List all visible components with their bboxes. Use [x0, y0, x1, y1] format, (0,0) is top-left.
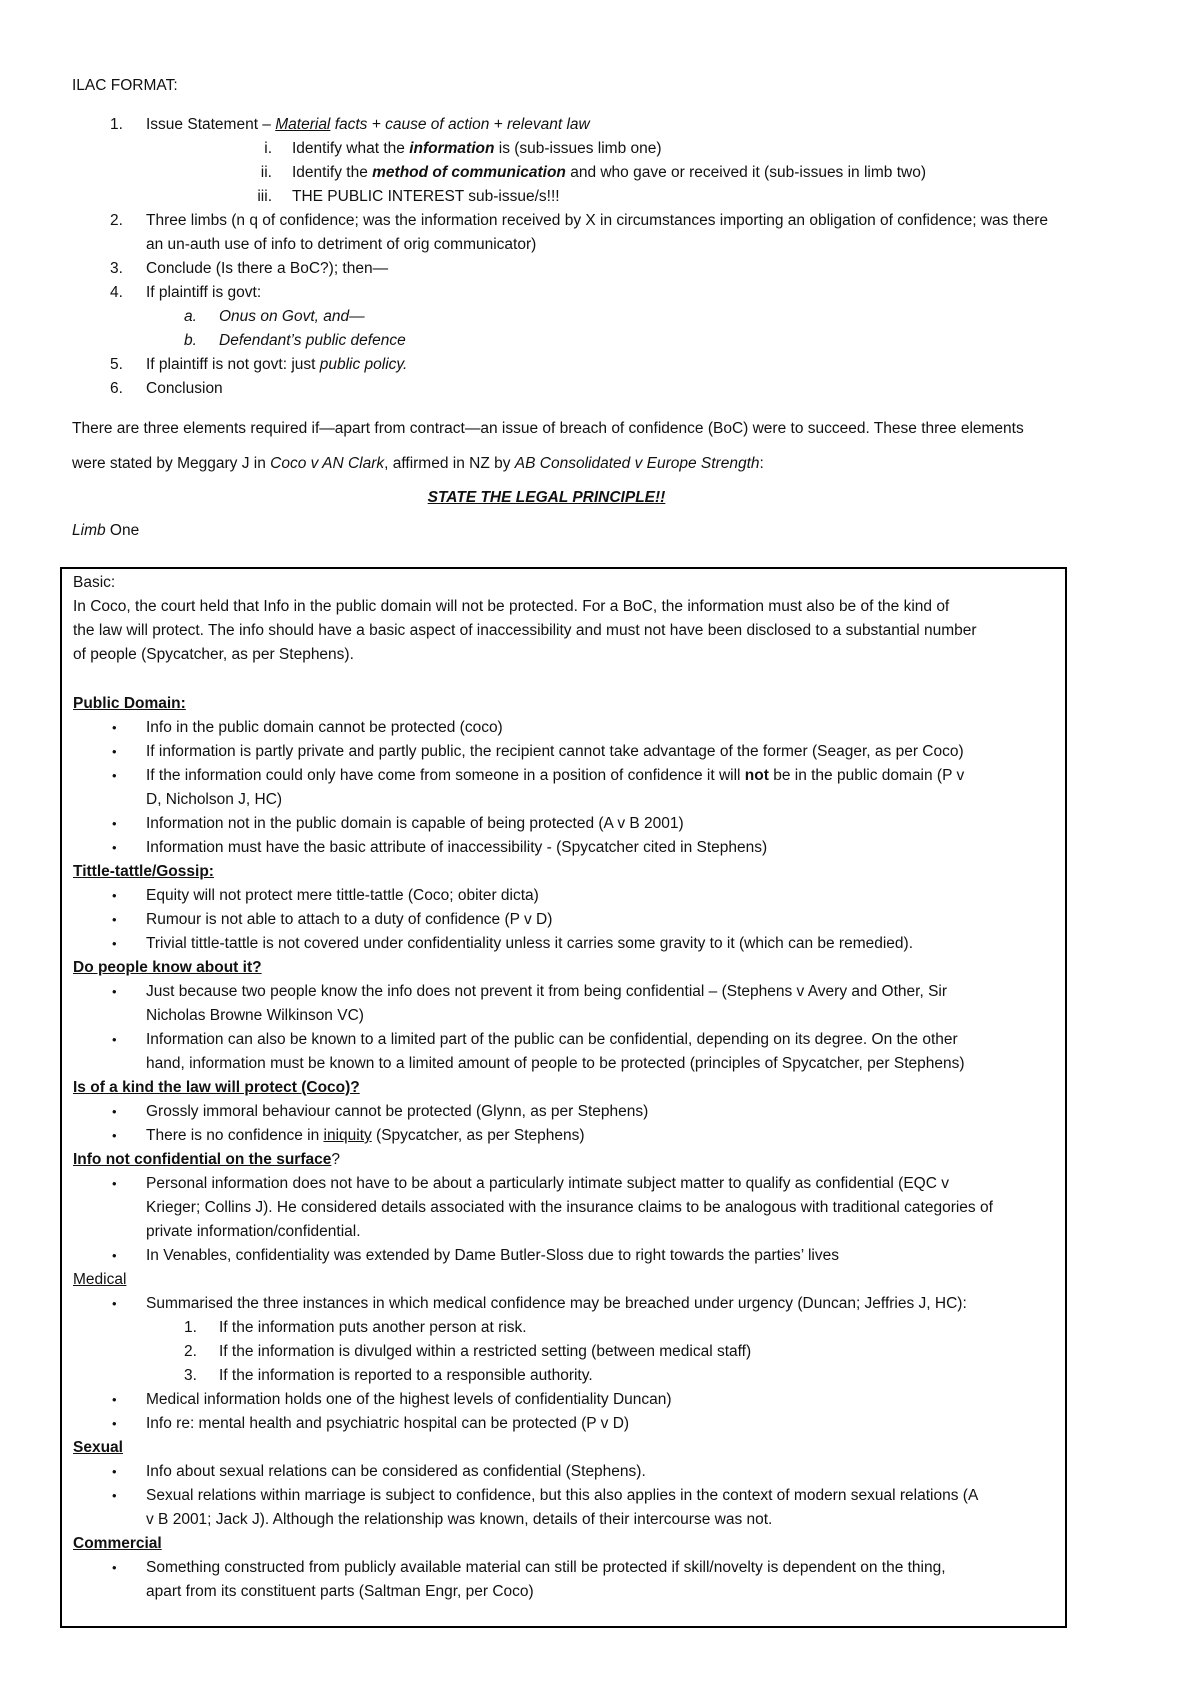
bullet: • [112, 1560, 117, 1575]
bullet: • [112, 1296, 117, 1311]
basic-line: In Coco, the court held that Info in the public domain will not be protected. For a BoC, the information must also be of the kind of [73, 598, 950, 615]
bullet-text-continued: D, Nicholson J, HC) [146, 791, 283, 808]
list-number: a. [184, 308, 197, 325]
bullet-text: Information can also be known to a limited part of the public can be confidential, depending on its degree. On the other [146, 1031, 958, 1048]
bullet: • [112, 912, 117, 927]
bullet: • [112, 888, 117, 903]
bullet: • [112, 720, 117, 735]
principle-heading [0, 489, 1093, 507]
section-heading-kind: Is of a kind the law will protect (Coco)? [73, 1079, 360, 1096]
list-item: If the information is divulged within a restricted setting (between medical staff) [219, 1343, 752, 1360]
limb-label: Limb [72, 522, 106, 539]
text-run: were stated by Meggary J in [72, 455, 271, 472]
bullet: • [112, 1488, 117, 1503]
bullet: • [112, 1032, 117, 1047]
bullet-text: Personal information does not have to be about a particularly intimate subject matter to qualify as confidential (EQC v [146, 1175, 949, 1192]
text-run: not [744, 767, 769, 784]
text-run: be in the public domain (P v [768, 767, 965, 784]
list-number: 2. [184, 1343, 197, 1360]
case-name: AB Consolidated v Europe Strength [514, 455, 760, 472]
text-run: iniquity [323, 1127, 372, 1144]
bullet-text: Summarised the three instances in which medical confidence may be breached under urgency (Duncan; Jeffries J, HC): [146, 1295, 967, 1312]
item-text: and who gave or received it (sub-issues in limb two) [565, 164, 926, 181]
list-item: If the information is reported to a responsible authority. [219, 1367, 593, 1384]
list-item-continued: an un-auth use of info to detriment of orig communicator) [146, 236, 537, 253]
principle-text: STATE THE LEGAL PRINCIPLE!! [427, 489, 666, 506]
section-heading-public-domain: Public Domain: [73, 695, 186, 712]
section-heading-surface [73, 1151, 340, 1169]
section-heading-medical: Medical [73, 1271, 127, 1288]
list-item: Conclusion [146, 380, 223, 397]
bullet-text: Grossly immoral behaviour cannot be protected (Glynn, as per Stephens) [146, 1103, 649, 1120]
bullet-text: Something constructed from publicly available material can still be protected if skill/novelty is dependent on the thing, [146, 1559, 946, 1576]
list-number: 6. [110, 380, 123, 397]
bullet-text: Info about sexual relations can be considered as confidential (Stephens). [146, 1463, 646, 1480]
bullet-text: Rumour is not able to attach to a duty of confidence (P v D) [146, 911, 553, 928]
item-text: facts + cause of action + relevant law [330, 116, 590, 133]
bullet: • [112, 1464, 117, 1479]
limb-label: One [105, 522, 140, 539]
bullet: • [112, 1416, 117, 1431]
list-item: If plaintiff is govt: [146, 284, 262, 301]
list-number: 3. [184, 1367, 197, 1384]
text-run: There is no confidence in [146, 1127, 324, 1144]
bullet-text-continued: hand, information must be known to a limited amount of people to be protected (principles of Spycatcher, per Stephens) [146, 1055, 965, 1072]
bullet-text: Trivial tittle-tattle is not covered under confidentiality unless it carries some gravity to it (which can be remedied). [146, 935, 914, 952]
list-item: If the information puts another person at risk. [219, 1319, 527, 1336]
text-run: (Spycatcher, as per Stephens) [371, 1127, 585, 1144]
case-name: Coco v AN Clark [270, 455, 385, 472]
bullet-text: If information is partly private and partly public, the recipient cannot take advantage of the former (Seager, as per Coco) [146, 743, 964, 760]
heading-text: Info not confidential on the surface [73, 1151, 332, 1168]
item-text: Identify the [292, 164, 373, 181]
text-run: If the information could only have come from someone in a position of confidence it will [146, 767, 745, 784]
bullet-text: Info in the public domain cannot be protected (coco) [146, 719, 503, 736]
list-number: b. [184, 332, 197, 349]
list-item: Three limbs (n q of confidence; was the information received by X in circumstances importing an obligation of confidence; was there [146, 212, 1049, 229]
text-run: , affirmed in NZ by [384, 455, 515, 472]
section-heading-sexual: Sexual [73, 1439, 123, 1456]
item-text: If plaintiff is not govt: just [146, 356, 320, 373]
item-text: is (sub-issues limb one) [494, 140, 662, 157]
bullet: • [112, 1392, 117, 1407]
bullet-text-continued: Nicholas Browne Wilkinson VC) [146, 1007, 364, 1024]
paragraph-line: There are three elements required if—apart from contract—an issue of breach of confidence (BoC) were to succeed. These three elements [72, 420, 1024, 437]
bullet: • [112, 936, 117, 951]
list-number: 1. [184, 1319, 197, 1336]
text-run: : [759, 455, 764, 472]
item-text: Identify what the [292, 140, 410, 157]
item-text: Material [275, 116, 331, 133]
list-number: 2. [110, 212, 123, 229]
bullet: • [112, 1248, 117, 1263]
bullet-text: Medical information holds one of the highest levels of confidentiality Duncan) [146, 1391, 672, 1408]
basic-line: of people (Spycatcher, as per Stephens). [73, 646, 354, 663]
item-text: information [409, 140, 495, 157]
item-text: public policy. [319, 356, 408, 373]
bullet-text [146, 1127, 585, 1145]
list-number: 4. [110, 284, 123, 301]
list-number: ii. [260, 164, 272, 181]
bullet-text: Info re: mental health and psychiatric hospital can be protected (P v D) [146, 1415, 630, 1432]
bullet-text: Information not in the public domain is capable of being protected (A v B 2001) [146, 815, 684, 832]
bullet-text-continued: private information/confidential. [146, 1223, 361, 1240]
bullet-text: Sexual relations within marriage is subject to confidence, but this also applies in the context of modern sexual relations (A [146, 1487, 979, 1504]
bullet: • [112, 816, 117, 831]
section-heading-commercial: Commercial [73, 1535, 162, 1552]
bullet-text: Information must have the basic attribute of inaccessibility - (Spycatcher cited in Stephens) [146, 839, 768, 856]
bullet: • [112, 744, 117, 759]
basic-line: the law will protect. The info should have a basic aspect of inaccessibility and must not have been disclosed to a substantial number [73, 622, 977, 639]
list-item: Conclude (Is there a BoC?); then— [146, 260, 389, 277]
paragraph-line [72, 455, 764, 473]
item-text: Issue Statement – [146, 116, 276, 133]
basic-label: Basic: [73, 574, 116, 591]
list-number: i. [264, 140, 272, 157]
bullet-text: In Venables, confidentiality was extended by Dame Butler-Sloss due to right towards the parties’ lives [146, 1247, 839, 1264]
list-item: Onus on Govt, and— [219, 308, 365, 325]
bullet: • [112, 1128, 117, 1143]
list-item [292, 140, 662, 158]
bullet-text [146, 767, 964, 785]
bullet-text-continued: v B 2001; Jack J). Although the relationship was known, details of their intercourse was not. [146, 1511, 773, 1528]
limb-heading [72, 522, 139, 540]
bullet: • [112, 984, 117, 999]
list-item [146, 116, 590, 134]
bullet: • [112, 1176, 117, 1191]
list-number: 3. [110, 260, 123, 277]
list-item: THE PUBLIC INTEREST sub-issue/s!!! [292, 188, 560, 205]
bullet-text-continued: apart from its constituent parts (Saltman Engr, per Coco) [146, 1583, 534, 1600]
list-number: 1. [110, 116, 123, 133]
list-item: Defendant’s public defence [219, 332, 406, 349]
bullet-text-continued: Krieger; Collins J). He considered details associated with the insurance claims to be analogous with traditional categories of [146, 1199, 993, 1216]
section-heading-public-knowledge: Do people know about it? [73, 959, 262, 976]
bullet: • [112, 840, 117, 855]
bullet: • [112, 768, 117, 783]
item-text: method of communication [372, 164, 566, 181]
list-number: iii. [257, 188, 272, 205]
page-title: ILAC FORMAT: [72, 77, 178, 94]
heading-text: ? [331, 1151, 340, 1168]
bullet: • [112, 1104, 117, 1119]
list-item [292, 164, 926, 182]
bullet-text: Just because two people know the info does not prevent it from being confidential – (Stephens v Avery and Other, Sir [146, 983, 948, 1000]
list-item [146, 356, 407, 374]
list-number: 5. [110, 356, 123, 373]
section-heading-tittle-tattle: Tittle-tattle/Gossip: [73, 863, 214, 880]
bullet-text: Equity will not protect mere tittle-tattle (Coco; obiter dicta) [146, 887, 539, 904]
